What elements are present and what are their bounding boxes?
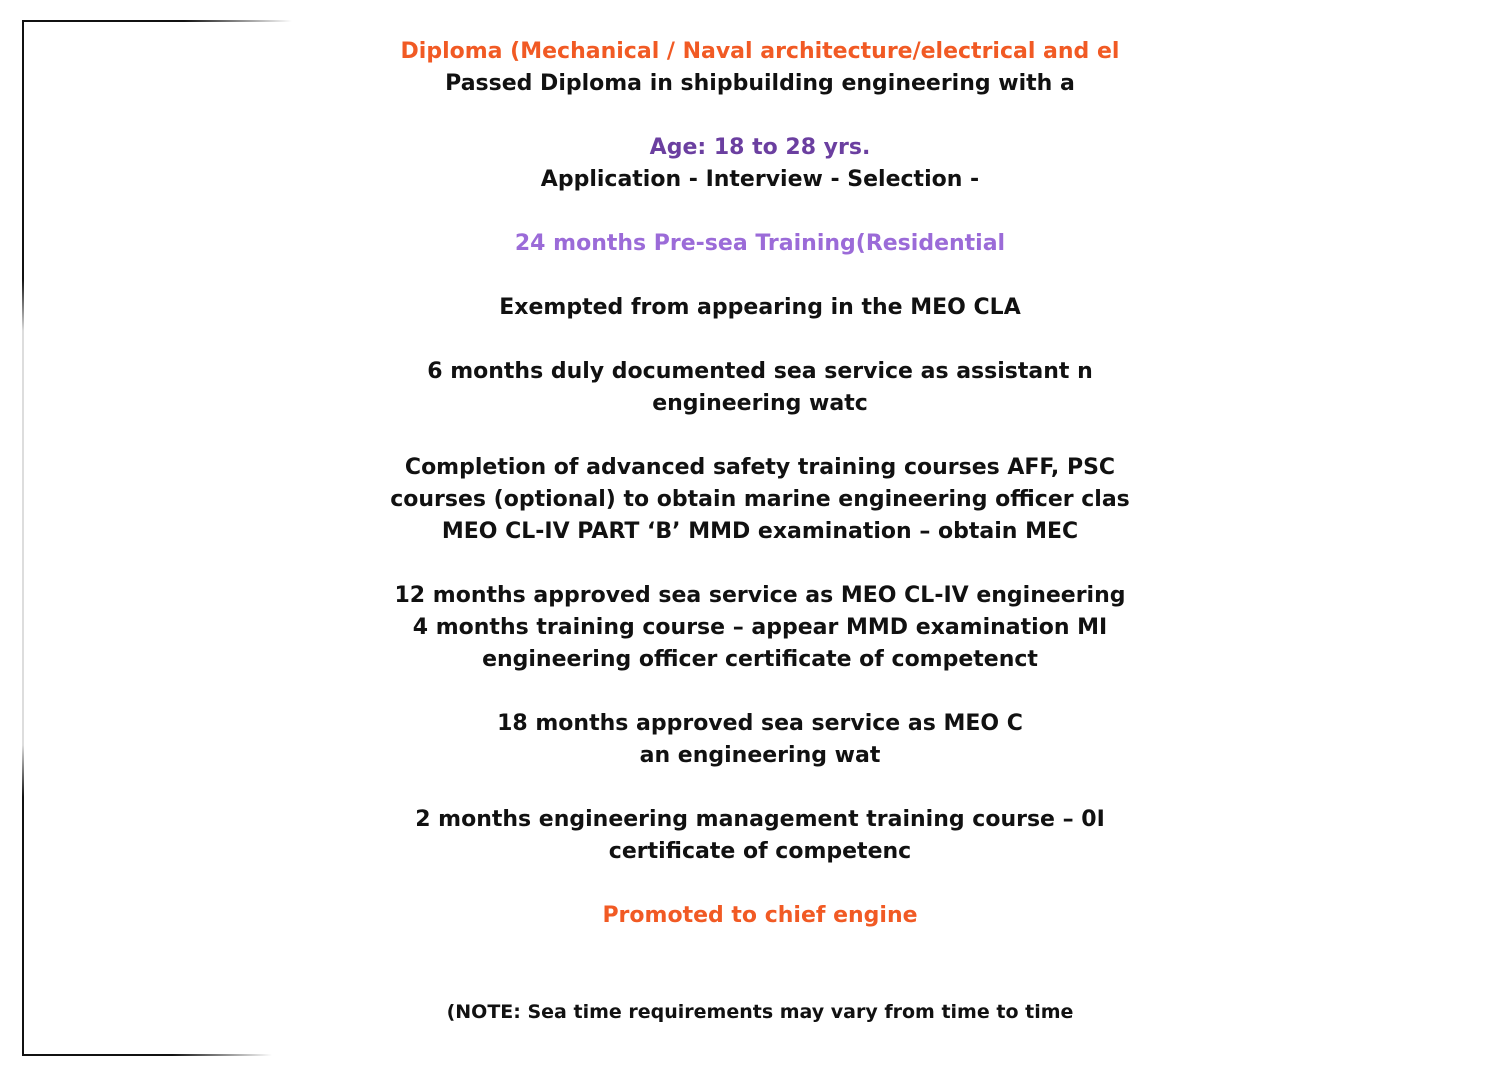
frame-left-border [22,20,24,1056]
management-course-line-1: 2 months engineering management training course – 0I [415,807,1105,832]
eligibility-detail: Passed Diploma in shipbuilding engineering with a [445,71,1075,96]
exemption-text: Exempted from appearing in the MEO CLA [499,295,1021,320]
sea-service-2-line-3: engineering officer certificate of competenct [482,647,1038,672]
safety-courses-line-1: Completion of advanced safety training courses AFF, PSC [404,455,1116,480]
selection-process: Application - Interview - Selection - [540,167,980,192]
note-text: (NOTE: Sea time requirements may vary from time to time [446,1001,1074,1023]
age-requirement: Age: 18 to 28 yrs. [649,135,871,160]
career-path-content [30,36,1490,1028]
frame-top-border [22,20,292,22]
safety-courses-line-2: courses (optional) to obtain marine engineering officer clas [390,487,1130,512]
sea-service-3-line-2: an engineering wat [639,743,881,768]
safety-courses-line-3: MEO CL-IV PART ‘B’ MMD examination – obtain MEC [441,519,1079,544]
pre-sea-training: 24 months Pre-sea Training(Residential [514,231,1006,256]
management-course-line-2: certificate of competenc [608,839,912,864]
sea-service-1-line-1: 6 months duly documented sea service as assistant n [427,359,1093,384]
eligibility-heading: Diploma (Mechanical / Naval architecture/electrical and el [400,39,1120,64]
sea-service-2-line-2: 4 months training course – appear MMD examination MI [412,615,1108,640]
sea-service-2-line-1: 12 months approved sea service as MEO CL-IV engineering [394,583,1126,608]
promotion-text: Promoted to chief engine [602,903,918,928]
sea-service-3-line-1: 18 months approved sea service as MEO C [497,711,1023,736]
frame-bottom-border [22,1054,272,1056]
sea-service-1-line-2: engineering watc [652,391,868,416]
